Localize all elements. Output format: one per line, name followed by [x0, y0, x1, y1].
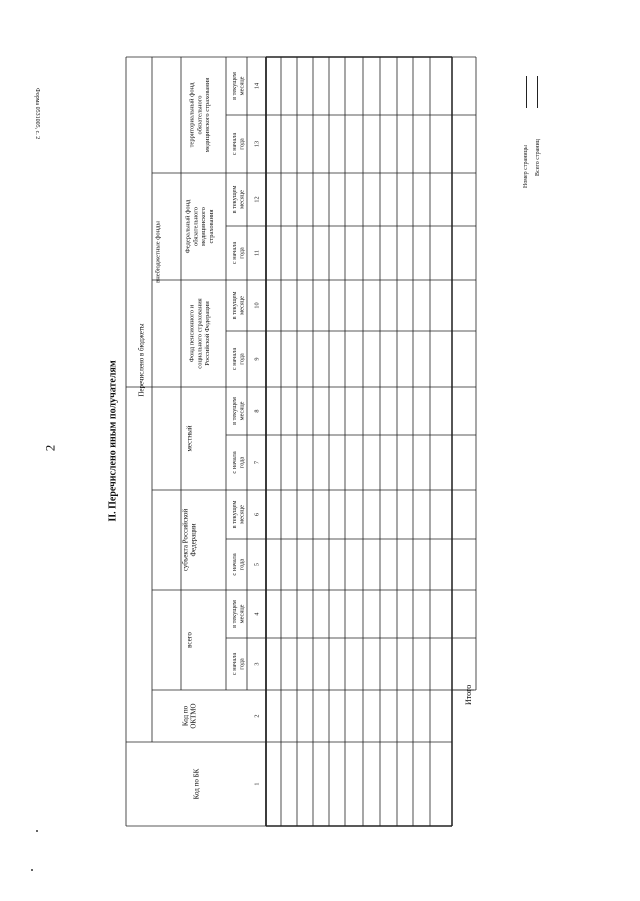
column-number: 3 — [253, 662, 261, 666]
extrabudget-group-header: внебюджетные фонды — [154, 221, 162, 283]
budgets-group-header: Перечислено в бюджеты — [137, 323, 146, 397]
page-number: 2 — [42, 444, 58, 452]
territorial-oms-header: территориальный фондобязательногомедицинского страхования — [188, 77, 212, 153]
page-number-label: Номер страницы — [523, 145, 529, 188]
column-number: 2 — [253, 714, 261, 718]
pension-fund-header: Фонд пенсионного исоциального страхованияРоссийской Федерации — [188, 298, 212, 369]
column-number: 13 — [253, 140, 261, 148]
column-number: 6 — [253, 512, 261, 517]
federal-oms-header: Федеральный фондобязательногомедицинскогострахования — [184, 199, 215, 254]
column-number: 10 — [253, 302, 261, 309]
scan-speck — [36, 830, 38, 832]
column-number: 4 — [253, 612, 261, 616]
period-header: в текущеммесяце — [230, 72, 246, 100]
period-header: с началагода — [230, 652, 246, 676]
page-number-field[interactable] — [526, 76, 527, 108]
form-code: Форма 0531005, с. 2 — [34, 88, 40, 140]
period-header: с началагода — [230, 451, 246, 474]
column-number: 9 — [253, 357, 261, 361]
column-number: 7 — [253, 460, 261, 465]
col-kbk-header: Код по БК — [192, 768, 201, 800]
period-header: в текущеммесяце — [230, 291, 246, 320]
period-header: в текущеммесяце — [230, 500, 246, 529]
period-header: в текущеммесяце — [230, 185, 246, 214]
period-header: в текущеммесяце — [230, 397, 246, 425]
period-header: с началагода — [230, 132, 246, 156]
scan-speck — [31, 869, 33, 871]
period-header: с началагода — [230, 241, 246, 265]
subject-header: субъекта РоссийскойФедерации — [181, 508, 198, 572]
col-oktmo-header: Код поОКТМО — [181, 703, 198, 729]
column-number: 12 — [253, 196, 261, 203]
column-number: 1 — [253, 782, 261, 786]
local-header: местный — [185, 425, 194, 452]
total-pages-field[interactable] — [537, 76, 538, 108]
total-pages-label: Всего страниц — [535, 139, 541, 176]
column-number: 14 — [253, 82, 261, 90]
column-number: 5 — [253, 562, 261, 567]
column-number: 11 — [253, 249, 261, 257]
period-header: с началагода — [230, 347, 246, 371]
section-title: II. Перечислено иным получателям — [107, 360, 119, 522]
total-label: Итого — [464, 684, 473, 705]
period-header: в текущеммесяце — [230, 600, 246, 628]
column-number: 8 — [253, 409, 261, 413]
period-header: с началагода — [230, 553, 246, 576]
total-header: всего — [185, 632, 194, 648]
